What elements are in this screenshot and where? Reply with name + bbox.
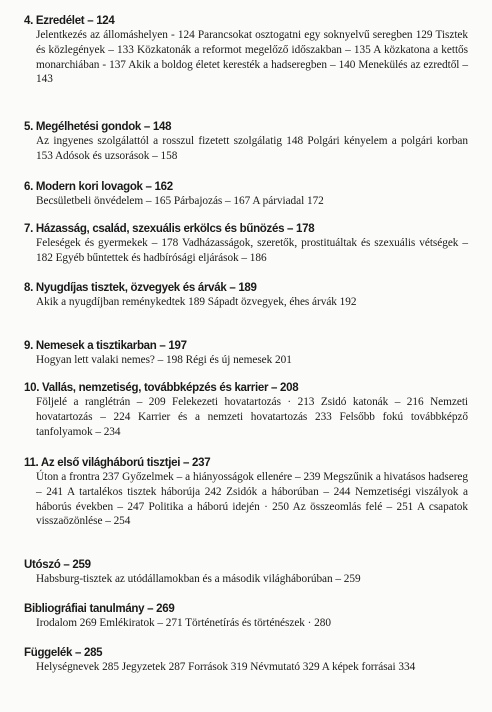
section-body: Följelé a ranglétrán – 209 Felekezeti hovatartozás · 213 Zsidó katonák – 216 Nemzeti hovatartozás – 224 Karrier és a nemzeti hovatartozás 233 Felsőbb fokú továbbképző tanfolyamok – 234 — [36, 396, 468, 438]
section-heading: 7. Házasság, család, szexuális erkölcs és bűnözés – 178 — [24, 223, 315, 235]
section-heading: 5. Megélhetési gondok – 148 — [24, 121, 172, 133]
section-body: Irodalom 269 Emlékiratok – 271 Történetírás és történészek · 280 — [36, 617, 331, 629]
section-heading: 10. Vallás, nemzetiség, továbbképzés és karrier – 208 — [24, 382, 299, 394]
toc-section — [24, 180, 468, 209]
toc-section — [24, 281, 468, 310]
toc-section — [24, 602, 468, 631]
section-body: Feleségek és gyermekek – 178 Vadházasságok, szeretők, prostituáltak és szexuális vétségek – 182 Egyéb bűntettek és hadbírósági eljárások – 186 — [36, 237, 468, 264]
section-body: Helységnevek 285 Jegyzetek 287 Források 319 Névmutató 329 A képek forrásai 334 — [36, 661, 416, 673]
toc-section — [24, 558, 468, 587]
section-body: Habsburg-tisztek az utódállamokban és a második világháborúban – 259 — [36, 573, 361, 585]
section-body: Úton a frontra 237 Győzelmek – a hiányosságok ellenére – 239 Megszűnik a hivatásos hadsereg – 241 A tartalékos tisztek háborúja 242 Zsidók a háborúban – 244 Nemzetiségi viszályok a háborús években – 247 Politika a háború idején · 250 Az összeomlás felé – 251 A csapatok visszaözönlése – 254 — [36, 471, 468, 528]
toc-section — [24, 222, 468, 266]
section-heading: 8. Nyugdíjas tisztek, özvegyek és árvák – 189 — [24, 282, 257, 294]
section-heading: 9. Nemesek a tisztikarban – 197 — [24, 340, 187, 352]
toc-section — [24, 120, 468, 164]
section-body: Hogyan lett valaki nemes? – 198 Régi és új nemesek 201 — [36, 354, 292, 366]
toc-section — [24, 646, 468, 675]
section-body: Becsületbeli önvédelem – 165 Párbajozás – 167 A párviadal 172 — [36, 195, 324, 207]
section-body: Jelentkezés az állomáshelyen - 124 Parancsokat osztogatni egy soknyelvű seregben 129 Tisztek és közlegények – 133 Közkatonák a reformot megelőző időszakban – 135 A közkatona a kettős monarchiában - 137 Akik a boldog életet keresték a hadseregben – 140 Menekülés az ezredtől – 143 — [36, 29, 468, 86]
section-heading: Bibliográfiai tanulmány – 269 — [24, 603, 175, 615]
section-body: Akik a nyugdíjban reménykedtek 189 Sápadt özvegyek, éhes árvák 192 — [36, 296, 357, 308]
toc-section — [24, 339, 468, 368]
section-heading: 4. Ezredélet – 124 — [24, 15, 115, 27]
section-body: Az ingyenes szolgálattól a rosszul fizetett szolgálatig 148 Polgári kényelem a polgári korban 153 Adósok és uzsorások – 158 — [36, 135, 468, 162]
toc-section — [24, 456, 468, 529]
toc-section — [24, 381, 468, 439]
section-heading: 6. Modern kori lovagok – 162 — [24, 181, 173, 193]
toc-section — [24, 14, 468, 87]
section-heading: Utószó – 259 — [24, 559, 91, 571]
section-heading: Függelék – 285 — [24, 647, 103, 659]
section-heading: 11. Az első világháború tisztjei – 237 — [24, 457, 211, 469]
